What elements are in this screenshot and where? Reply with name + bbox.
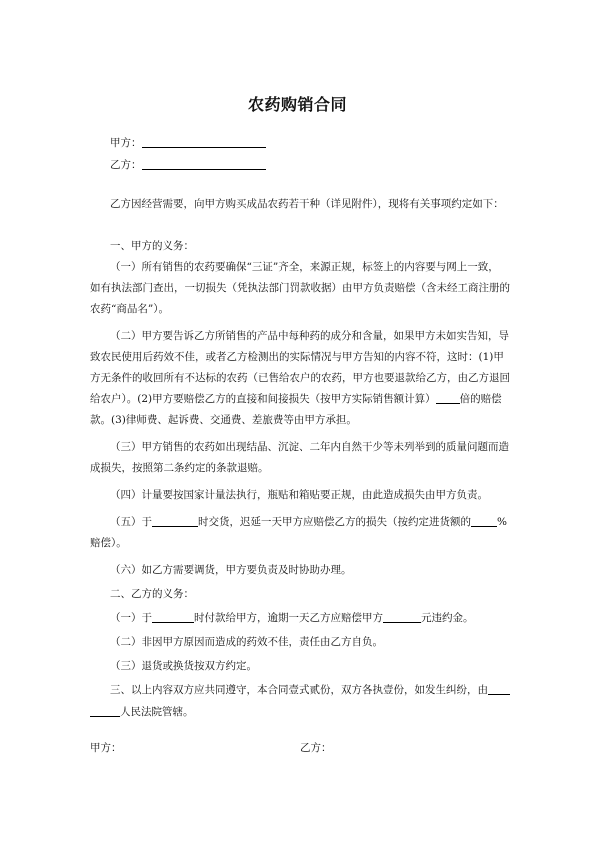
s1-item5-prefix: （五）于 [110,516,152,528]
penalty-percent-blank[interactable] [471,515,497,527]
s1-item2-line4-tail: 倍的赔偿 [459,393,502,405]
penalty-amount-blank[interactable] [383,611,421,623]
s2-item1-middle: 时付款给甲方，逾期一天乙方应赔偿甲方 [194,612,383,624]
s1-item1-line2: 如有执法部门查出，一切损失（凭执法部门罚款收据）由甲方负责赔偿（含未经工商注册的 [90,282,510,294]
section3-line2 [90,702,515,723]
signature-party-b: 乙方： [300,742,332,754]
delivery-date-blank[interactable] [152,515,198,527]
s2-item1-prefix: （一）于 [110,612,152,624]
s1-item5-suffix: % [497,516,507,528]
s2-item3: （三）退货或换货按双方约定。 [110,660,257,672]
party-b-label: 乙方： [110,159,142,171]
s1-item3-line2: 成损失，按照第二条约定的条款退赔。 [90,462,269,474]
s1-item2-line4 [90,389,515,410]
s1-item6: （六）如乙方需要调货，甲方要负责及时协助办理。 [110,564,352,576]
page-title: 农药购销合同 [247,95,347,114]
intro-paragraph: 乙方因经营需要，向甲方购买成品农药若干种（详见附件），现将有关事项约定如下： [110,198,504,210]
s1-item2-line4-text: 给农户）。(2)甲方要赔偿乙方的直接和间接损失（按甲方实际销售额计算） [90,393,436,405]
s1-item2-line1: （二）甲方要告诉乙方所销售的产品中每种药的成分和含量，如果甲方未如实告知，导 [110,330,509,342]
section3-line1-text: 三、以上内容双方应共同遵守，本合同壹式贰份，双方各执壹份，如发生纠纷，由 [110,684,488,696]
s1-item2-line2: 致农民使用后药效不佳，或者乙方检测出的实际情况与甲方告知的内容不符，这时：(1)甲 [90,351,504,363]
s1-item3-line1: （三）甲方销售的农药如出现结晶、沉淀、二年内自然干少等未列举到的质量问题而造 [110,441,509,453]
s1-item2-line5: 款。(3)律师费、起诉费、交通费、差旅费等由甲方承担。 [90,414,357,426]
court-blank-end[interactable] [90,705,120,717]
party-a-line [110,135,266,150]
s1-item1-line1: （一）所有销售的农药要确保“三证”齐全，来源正规，标签上的内容要与网上一致， [110,261,499,273]
signature-party-a: 甲方： [90,742,122,754]
s2-item1-suffix: 元违约金。 [421,612,474,624]
section3-line1 [110,680,515,701]
party-b-blank[interactable] [142,158,266,170]
s1-item4: （四）计量要按国家计量法执行，瓶贴和箱贴要正规，由此造成损失由甲方负责。 [110,489,488,501]
s2-item1 [110,608,515,629]
s2-item2: （二）非因甲方原因而造成的药效不佳，责任由乙方自负。 [110,636,383,648]
s1-item5-line2: 赔偿）。 [90,537,127,549]
court-blank-start[interactable] [488,683,510,695]
party-a-blank[interactable] [142,136,266,148]
compensation-multiple-blank[interactable] [436,392,460,404]
party-a-label: 甲方： [110,137,142,149]
section2-heading: 二、乙方的义务： [110,588,194,600]
s1-item1-line3: 农药“商品名”）。 [90,303,169,315]
s1-item5-middle: 时交货，迟延一天甲方应赔偿乙方的损失（按约定进货额的 [198,516,471,528]
payment-date-blank[interactable] [152,611,194,623]
party-b-line [110,157,266,172]
s1-item5-line1 [110,512,515,533]
s1-item2-line3: 方无条件的收回所有不达标的农药（已售给农户的农药，甲方也要退款给乙方，由乙方退回 [90,372,510,384]
section3-line2-tail: 人民法院管辖。 [120,706,194,718]
section1-heading: 一、甲方的义务： [110,240,194,252]
